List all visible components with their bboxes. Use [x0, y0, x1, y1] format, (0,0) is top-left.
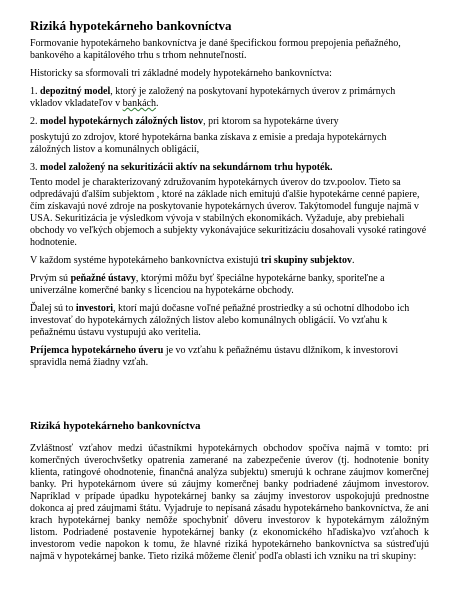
section-risks: [30, 18, 429, 406]
section-title-2: Riziká hypotekárneho bankovníctva: [30, 420, 201, 432]
model-3-number: 3.: [30, 162, 38, 173]
model-1-end: .: [155, 98, 159, 109]
section-title: Riziká hypotekárneho bankovníctva: [30, 18, 232, 33]
model-2-number: 2.: [30, 116, 38, 127]
model-1-name: depozitný model: [40, 86, 111, 97]
third-subject-paragraph: Príjemca hypotekárneho úveru je vo vzťahu k peňažnému ústavu dlžníkom, k investorovi spravidla nemá žiadny vzťah.: [30, 345, 399, 368]
model-3-description: Tento model je charakterizovaný združovaním hypotekárnych úverov do tzv.poolov. Tieto sa odpredávajú ďalším subjektom , ktoré na základe nich emitujú ďalšie hypotekárne cenné papiere, čím získavajú nové zdroje na poskytovanie hypotekárnych úverov. Takýtomodel funguje najmä v USA. Sekuritizácia je výsledkom vývoja v stabilných ekonomikách. Vyžaduje, aby prebiehali obchody vo veľkých objemoch a subjekty vykonávajúce sekuritizáciu dosahovali vysoké ratingové hodnotenie.: [30, 177, 427, 248]
model-3-name: model založený na sekuritizácii aktív na sekundárnom trhu hypoték.: [40, 162, 333, 173]
second-subject-paragraph: Ďalej sú to investori, ktorí majú dočasne voľné peňažné prostriedky a sú ochotní dlhodobo ich investovať do hypotekárnych záložných listov alebo komunálnych obligácií. Vo vzťahu k peňažnému ústavu vystupujú ako veritelia.: [30, 303, 410, 338]
model-2-name: model hypotekárnych záložných listov: [40, 116, 204, 127]
section-risks-2: [30, 420, 429, 563]
model-2: [30, 116, 429, 128]
intro-paragraph: Formovanie hypotekárneho bankovníctva je dané špecifickou formou prepojenia peňažného, bankového a kapitálového trhu s trhom nehnuteľností.: [30, 38, 401, 61]
model-2-text: , pri ktorom sa hypotekárne úvery: [203, 116, 339, 127]
model-1: [30, 86, 429, 110]
spellcheck-underline: bankách: [122, 98, 156, 109]
subjects-paragraph: V každom systéme hypotekárneho bankovníctva existujú tri skupiny subjektov.: [30, 255, 355, 266]
models-intro: Historicky sa sformovali tri základné modely hypotekárneho bankovníctva:: [30, 68, 332, 79]
model-1-text: , ktorý je založený na poskytovaní hypotekárnych úverov z primárnych vkladov vkladateľov v: [30, 86, 396, 109]
model-1-number: 1.: [30, 86, 38, 97]
first-subject-paragraph: Prvým sú peňažné ústavy, ktorými môžu byť špeciálne hypotekárne banky, sporiteľne a univerzálne komerčné banky s licenciou na hypotekárne obchody.: [30, 273, 385, 296]
model-2-continuation: poskytujú zo zdrojov, ktoré hypotekárna banka získava z emisie a predaja hypotekárnych záložných listov a komunálnych obligácií,: [30, 132, 387, 155]
risks-body-paragraph: Zvláštnosť vzťahov medzi účastníkmi hypotekárnych obchodov spočíva najmä v tomto: pri komerčných úverochvšetky opatrenia zamerané na zabezpečenie úverov (tj. hodnotenie bonity klienta, ratingové ohodnotenie, finančná analýza subjektu) smerujú k ochrane záujmov komerčnej banky. Pri hypotekárnom úvere sú záujmy komerčnej banky podriadené záujmom investorov. Napríklad v prípade úpadku hypotekárnej banky sa záujmy investorov uspokojujú prednostne dokonca aj pred záujmami štátu. Vyjadruje to nepísaná zásadu hypotekárneho bankovníctva, že ani krach hypotekárnej banky nemôže spochybniť dôveru investorov k hypotekárnym záložným listom. Podriadené postavenie hypotekárnej banky (z ekonomického hľadiska)vo vzťahoch k investorom vedie napokon k tomu, že hlavné riziká hypotekárneho bankovníctva sa sústreďujú najmä v hypotekárnej banke. Tieto riziká môžeme členiť podľa oblasti ich vzniku na tri skupiny:: [30, 443, 429, 562]
model-3: [30, 162, 429, 174]
